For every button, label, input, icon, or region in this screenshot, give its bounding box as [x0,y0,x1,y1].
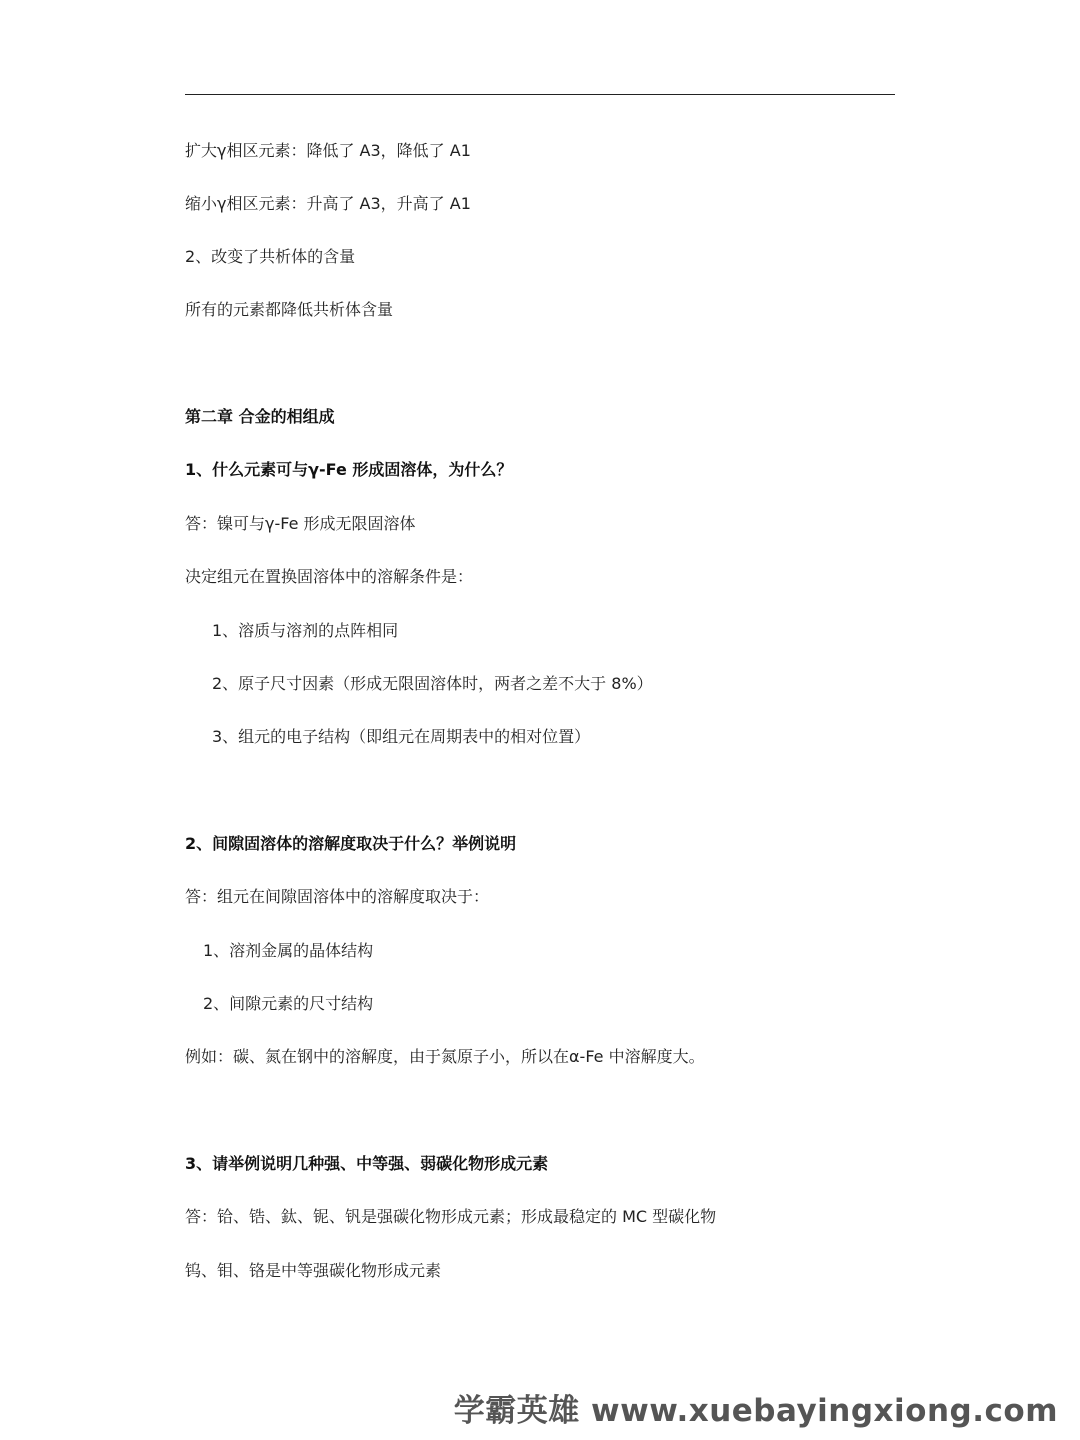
site-watermark: 学霸英雄 www.xuebayingxiong.com [453,1393,1058,1429]
answer-1-point: 3、组元的电子结构（即组元在周期表中的相对位置） [212,727,591,746]
answer-2-example: 例如：碳、氮在钢中的溶解度，由于氮原子小，所以在α-Fe 中溶解度大。 [185,1047,705,1066]
question-2: 2、间隙固溶体的溶解度取决于什么？举例说明 [185,834,517,853]
chapter-title: 第二章 合金的相组成 [185,407,335,426]
answer-1: 答：镍可与γ-Fe 形成无限固溶体 [185,514,416,533]
header-rule [185,94,895,95]
text-line-shrink-gamma: 缩小γ相区元素：升高了 A3，升高了 A1 [185,194,471,213]
question-1: 1、什么元素可与γ-Fe 形成固溶体，为什么？ [185,460,513,479]
question-3: 3、请举例说明几种强、中等强、弱碳化物形成元素 [185,1154,549,1173]
answer-1-intro: 决定组元在置换固溶体中的溶解条件是： [185,567,474,586]
answer-1-point: 1、溶质与溶剂的点阵相同 [212,621,399,640]
answer-2: 答：组元在间隙固溶体中的溶解度取决于： [185,887,490,906]
answer-2-point: 2、间隙元素的尺寸结构 [203,994,374,1013]
text-line-eutectoid-lower: 所有的元素都降低共析体含量 [185,300,394,319]
answer-2-point: 1、溶剂金属的晶体结构 [203,941,374,960]
answer-3-line-2: 钨、钼、铬是中等强碳化物形成元素 [185,1261,442,1280]
text-line-expand-gamma: 扩大γ相区元素：降低了 A3，降低了 A1 [185,141,471,160]
answer-3: 答：铪、锆、鈦、铌、钒是强碳化物形成元素；形成最稳定的 MC 型碳化物 [185,1207,717,1226]
text-line-eutectoid-change: 2、改变了共析体的含量 [185,247,356,266]
answer-1-point: 2、原子尺寸因素（形成无限固溶体时，两者之差不大于 8%） [212,674,653,693]
